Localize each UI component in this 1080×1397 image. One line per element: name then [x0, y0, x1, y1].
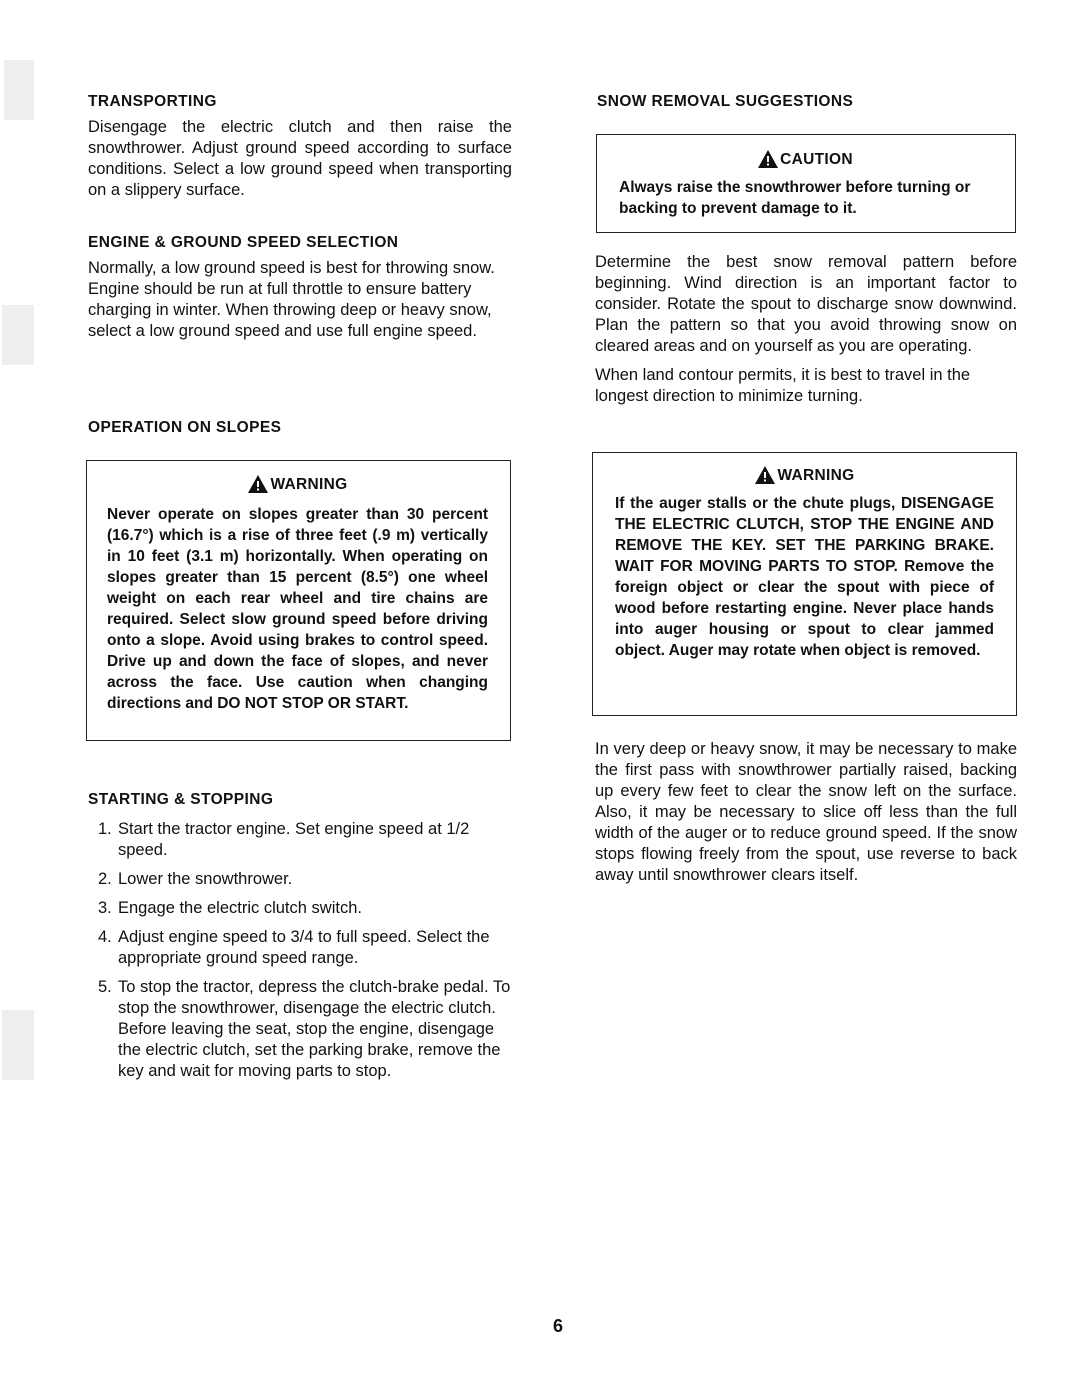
slopes-heading: OPERATION ON SLOPES — [88, 419, 282, 436]
list-item — [88, 977, 512, 1082]
step-number: 2. — [98, 870, 112, 888]
list-item — [88, 869, 512, 890]
snow-removal-para-1: Determine the best snow removal pattern before beginning. Wind direction is an important factor to consider. Rotate the spout to discharge snow downwind. Plan the pattern so that you avoid throwing snow on cleared areas and on yourself as you are operating. — [595, 253, 1017, 355]
caution-title — [613, 149, 997, 169]
transporting-body: Disengage the electric clutch and then raise the snowthrower. Adjust ground speed according to surface conditions. Select a low ground speed when transporting on a slippery surface. — [88, 118, 512, 199]
engine-ground-body: Normally, a low ground speed is best for throwing snow. Engine should be run at full throttle to ensure battery charging in winter. When throwing deep or heavy snow, select a low ground speed and use full engine speed. — [88, 259, 495, 340]
scan-artifact — [2, 305, 34, 365]
starting-steps — [88, 819, 512, 1082]
snow-removal-paragraphs — [595, 252, 1017, 407]
step-text: Lower the snowthrower. — [118, 870, 293, 888]
starting-section — [88, 791, 512, 1090]
step-text: Engage the electric clutch switch. — [118, 899, 362, 917]
slopes-heading-wrap — [88, 419, 512, 437]
step-text: To stop the tractor, depress the clutch-brake pedal. To stop the snowthrower, disengage the electric clutch. Before leaving the seat, stop the engine, disengage the electric clutch, set the parking brake, remove the key and wait for moving parts to stop. — [118, 978, 511, 1080]
step-number: 3. — [98, 899, 112, 917]
engine-ground-section — [88, 234, 512, 342]
step-number: 1. — [98, 820, 112, 838]
starting-heading: STARTING & STOPPING — [88, 791, 274, 808]
list-item — [88, 927, 512, 969]
scan-artifact — [4, 60, 34, 120]
snow-removal-heading: SNOW REMOVAL SUGGESTIONS — [597, 93, 854, 110]
scan-artifact — [2, 1010, 34, 1080]
caution-label: CAUTION — [780, 151, 853, 168]
slopes-warning-label: WARNING — [270, 476, 348, 493]
caution-body: Always raise the snowthrower before turning or backing to prevent damage to it. — [619, 179, 971, 217]
warning-icon — [247, 474, 269, 494]
chute-warning-title — [615, 465, 994, 485]
chute-warning-body: If the auger stalls or the chute plugs, DISENGAGE THE ELECTRIC CLUTCH, STOP THE ENGINE AND REMOVE THE KEY. SET THE PARKING BRAKE. WAIT FOR MOVING PARTS TO STOP. Remove the foreign object or clear the spout with piece of wood before restarting engine. Never place hands into auger housing or spout to clear jammed object. Auger may rotate when object is removed. — [615, 495, 994, 659]
warning-icon — [754, 465, 776, 485]
transporting-section — [88, 93, 512, 201]
snow-removal-heading-wrap — [597, 93, 1017, 111]
slopes-warning-box — [86, 460, 511, 741]
page-number: 6 — [553, 1316, 564, 1336]
step-text: Start the tractor engine. Set engine speed at 1/2 speed. — [118, 820, 470, 859]
chute-warning-box — [592, 452, 1017, 716]
chute-warning-label: WARNING — [777, 467, 855, 484]
step-number: 4. — [98, 928, 112, 946]
step-text: Adjust engine speed to 3/4 to full speed. Select the appropriate ground speed range. — [118, 928, 490, 967]
deep-snow-section — [595, 739, 1017, 886]
slopes-warning-body: Never operate on slopes greater than 30 percent (16.7°) which is a rise of three feet (.9 m) vertically in 10 feet (3.1 m) horizontally. When operating on slopes greater than 15 percent (8.5°) one wheel weight on each rear wheel and tire chains are required. Select slow ground speed before driving onto a slope. Avoid using brakes to control speed. Drive up and down the face of slopes, and never across the face. Use caution when changing directions and DO NOT STOP OR START. — [107, 506, 488, 712]
transporting-heading: TRANSPORTING — [88, 93, 217, 110]
slopes-warning-title — [107, 474, 488, 494]
step-number: 5. — [98, 978, 112, 996]
snow-removal-para-2: When land contour permits, it is best to travel in the longest direction to minimize turning. — [595, 366, 971, 405]
caution-box — [596, 134, 1016, 233]
list-item — [88, 819, 512, 861]
list-item — [88, 898, 512, 919]
engine-ground-heading: ENGINE & GROUND SPEED SELECTION — [88, 234, 399, 251]
deep-snow-para: In very deep or heavy snow, it may be necessary to make the first pass with snowthrower partially raised, backing up every few feet to clear the snow left on the surface. Also, it may be necessary to slice off less than the full width of the auger or to reduce ground speed. If the snow stops flowing freely from the spout, use reverse to back away until snowthrower clears itself. — [595, 740, 1017, 884]
warning-icon — [757, 149, 779, 169]
